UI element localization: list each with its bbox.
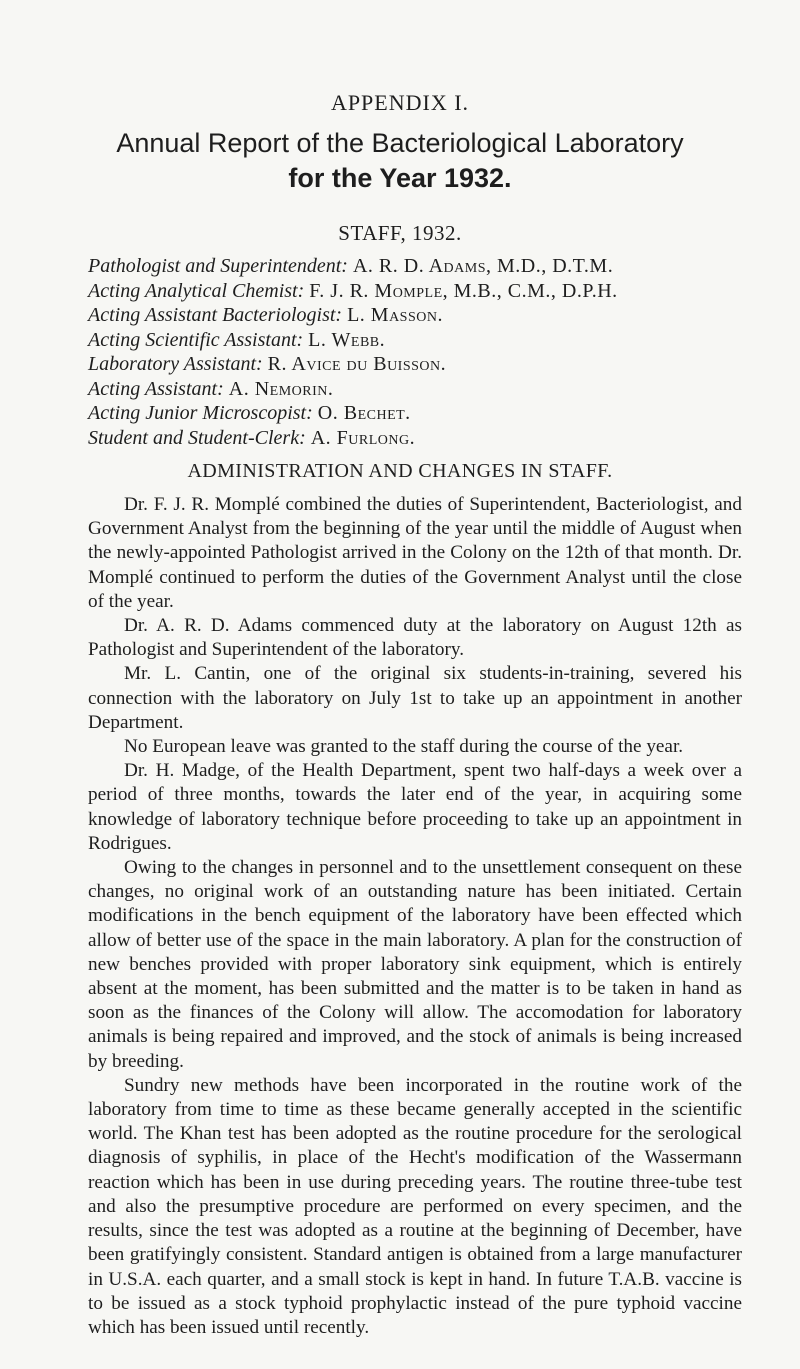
staff-name: L. Masson.	[347, 304, 443, 326]
administration-body	[88, 493, 742, 1340]
paragraph: No European leave was granted to the staff during the course of the year.	[124, 736, 684, 758]
staff-role: Acting Scientific Assistant:	[88, 328, 304, 351]
staff-row	[88, 377, 778, 402]
appendix-label: APPENDIX I.	[330, 90, 470, 115]
staff-name: O. Bechet.	[317, 402, 411, 424]
paragraph: Dr. H. Madge, of the Health Department, spent two half-days a week over a period of three months, towards the later end of the year, in acquiring some knowledge of laboratory technique before proceeding to take up an appointment in Rodrigues.	[88, 760, 742, 854]
staff-row	[88, 254, 778, 279]
staff-row	[88, 352, 778, 377]
staff-name: A. R. D. Adams, M.D., D.T.M.	[352, 255, 614, 277]
staff-row	[88, 426, 778, 451]
paragraph: Owing to the changes in personnel and to the unsettlement consequent on these changes, no original work of an outstanding nature has been initiated. Certain modifications in the bench equipment of the laboratory have been effected which allow of better use of the space in the main laboratory. A plan for the construction of new benches provided with proper laboratory sink equipment, which is entirely absent at the moment, has been submitted and the matter is to be taken in hand as soon as the finances of the Colony will allow. The accomodation for laboratory animals is being repaired and improved, and the stock of animals is being increased by breeding.	[88, 857, 742, 1072]
staff-role: Pathologist and Superintendent:	[88, 255, 348, 277]
report-title-line-1: Annual Report of the Bacteriological Laboratory	[116, 128, 684, 158]
staff-role: Acting Analytical Chemist:	[88, 279, 305, 302]
staff-row	[88, 303, 778, 328]
staff-name: L. Webb.	[308, 328, 386, 351]
staff-row	[88, 328, 778, 353]
staff-name: F. J. R. Momple, M.B., C.M., D.P.H.	[309, 279, 618, 302]
staff-role: Student and Student-Clerk:	[88, 426, 306, 449]
paragraph: Mr. L. Cantin, one of the original six students-in-training, severed his connection with the laboratory on July 1st to take up an appointment in another Department.	[88, 663, 742, 733]
staff-role: Acting Junior Microscopist:	[88, 402, 313, 424]
staff-list	[88, 254, 778, 450]
staff-name: R. Avice du Buisson.	[267, 353, 447, 375]
staff-role: Acting Assistant:	[88, 377, 224, 400]
staff-row	[88, 279, 778, 304]
staff-role: Acting Assistant Bacteriologist:	[88, 304, 343, 326]
report-title	[20, 126, 780, 196]
staff-heading: STAFF, 1932.	[338, 221, 462, 245]
paragraph: Sundry new methods have been incorporated in the routine work of the laboratory from time to time as these became generally accepted in the scientific world. The Khan test has been adopted as the routine procedure for the serological diagnosis of syphilis, in place of the Hecht's modification of the Wassermann reaction which has been in use during preceding years. The routine three-tube test and also the presumptive procedure are performed on every specimen, and the results, since the test was adopted as a routine at the beginning of December, have been gratifyingly consistent. Standard antigen is obtained from a large manufacturer in U.S.A. each quarter, and a small stock is kept in hand. In future T.A.B. vaccine is to be issued as a stock typhoid prophylactic instead of the pure typhoid vaccine which has been issued until recently.	[88, 1074, 742, 1338]
staff-row	[88, 401, 778, 426]
paragraph: Dr. A. R. D. Adams commenced duty at the laboratory on August 12th as Pathologist and Superintendent of the laboratory.	[88, 615, 742, 661]
staff-name: A. Furlong.	[310, 426, 416, 449]
report-title-line-2: for the Year 1932.	[288, 163, 512, 193]
staff-name: A. Nemorin.	[228, 377, 334, 400]
paragraph: Dr. F. J. R. Momplé combined the duties of Superintendent, Bacteriologist, and Government Analyst from the beginning of the year until the middle of August when the newly-appointed Pathologist arrived in the Colony on the 12th of that month. Dr. Momplé continued to perform the duties of the Government Analyst until the close of the year.	[88, 494, 742, 612]
staff-role: Laboratory Assistant:	[88, 353, 263, 375]
administration-heading: ADMINISTRATION AND CHANGES IN STAFF.	[187, 460, 613, 482]
